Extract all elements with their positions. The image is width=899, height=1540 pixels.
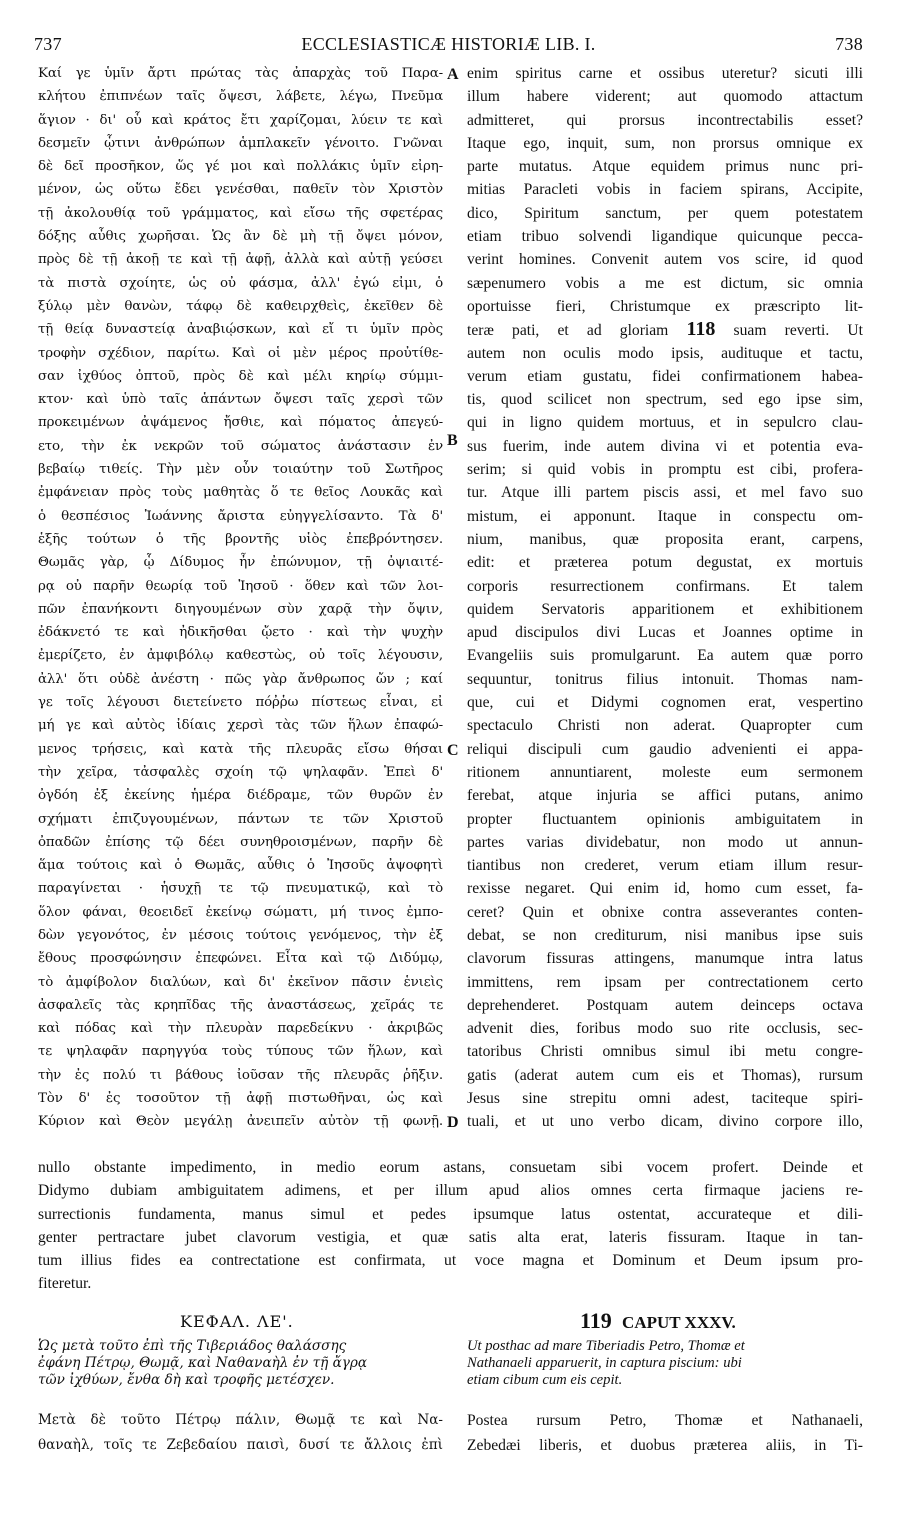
greek-text-line: βεβαίῳ τιθείς. Τὴν μὲν οὖν τοιαύτην τοῦ Σωτῆρος [38, 462, 443, 478]
greek-text-line: τῇ θείᾳ δυναστείᾳ ἀναβιῴσκων, καὶ εἴ τι ὑμῖν πρὸς [38, 322, 443, 338]
latin-column [467, 62, 863, 1134]
greek-text-line: τε ψηλαφᾶν παρηγγύα τοὺς τύπους τῶν ἥλων, καὶ [38, 1044, 443, 1060]
margin-marker-b: B [447, 432, 458, 449]
greek-text-line: δὲ δεῖ προσῆκον, ὥς γέ μοι καὶ πολλάκις ὑμῖν εἰρη- [38, 159, 443, 175]
latin-text-line: clavorum fissuras attingens, manumque intra latus [467, 950, 863, 968]
greek-text-line: ἀλλ' ὅτι οὐδὲ ἀνέστη · πῶς γὰρ ἄνθρωπος ὤν ; καί [38, 671, 443, 687]
latin-text-line: Jesus sine strepitu omni adest, taciteque spiri- [467, 1090, 863, 1108]
summary-line: Nathanaeli apparuerit, in captura piscium: ubi [467, 1355, 742, 1371]
latin-text-line: tiantibus non crederet, verum etiam illum resur- [467, 857, 863, 875]
summary-line: Ut posthac ad mare Tiberiadis Petro, Thomæ et [467, 1338, 745, 1354]
latin-text-line: tatoribus Christi omnibus simul ibi metu congre- [467, 1043, 863, 1061]
greek-text-line: ἅμα τούτοις καὶ ὁ Θωμᾶς, αὖθις ὁ Ἰησοῦς ἀψοφητὶ [38, 858, 443, 874]
latin-text-line: verint homines. Convenit autem vos scire, id quod [467, 251, 863, 269]
greek-column [38, 62, 443, 1134]
greek-text-line: ὀπαδῶν ἐπίσης τῷ δέει συνηθροισμένων, παρῆν δὲ [38, 834, 443, 850]
greek-text-line: σαν ἰχθύος ὀπτοῦ, πρὸς δὲ καὶ μέλι κηρίῳ σύμμι- [38, 368, 443, 384]
greek-text-line: ὀγδόη ἐξ ἐκείνης ἡμέρα διέδραμε, τῶν θυρῶν ἐν [38, 788, 443, 804]
greek-text-line: δεσμεῖν ᾧτινι ἀνθρώπων ἁμπλακεῖν γένοιτο. Γνῶναι [38, 135, 443, 151]
summary-line: ἐφάνη Πέτρῳ, Θωμᾷ, καὶ Ναθαναὴλ ἐν τῇ ἄγρᾳ [38, 1355, 368, 1371]
greek-text-line: δὼν γεγονότος, ἐν μέσοις τούτοις γενόμενος, τὴν ἐξ [38, 927, 443, 943]
latin-text-line: fiteretur. [38, 1275, 92, 1293]
margin-marker-a: A [447, 66, 459, 83]
greek-text-line: ἔθους προσφώνησιν ἐπεφώνει. Εἶτα καὶ τῷ Διδύμῳ, [38, 951, 443, 967]
latin-text-line: tuali, et ut uno verbo dicam, divino corpore illo, [467, 1113, 863, 1131]
latin-text-line: enim spiritus carne et ossibus uteretur? sicuti illi [467, 65, 863, 82]
full-width-text [38, 1156, 863, 1296]
latin-text-line: oportuisse fieri, Christumque ex præscripto lit- [467, 297, 863, 315]
latin-text-line: qui in ligno quidem mortuus, et in sepulcro clau- [467, 414, 863, 432]
latin-text-line: Itaque ego, inquit, sum, non prorsus omnique ex [467, 134, 863, 152]
greek-text-line: ἀσφαλεῖς τὰς κρηπῖδας τῆς ἀναστάσεως, χεῖράς τε [38, 997, 443, 1013]
greek-text-line: Μετὰ δὲ τοῦτο Πέτρῳ πάλιν, Θωμᾷ τε καὶ Να- [38, 1412, 443, 1428]
greek-text-line: ἑξῆς τούτων ὁ τῆς βροντῆς υἱὸς ἐπεβρόντησεν. [38, 531, 443, 547]
running-title: ECCLESIASTICÆ HISTORIÆ LIB. I. [301, 34, 596, 54]
latin-text-line: autem non oculis modo ipsis, audituque et tactu, [467, 344, 863, 362]
greek-text-line: ἅγιον · δι' οὗ καὶ κράτος ἔτι χαρίζομαι, λύειν τε καὶ [38, 112, 443, 128]
latin-text-line: partes varias dividebatur, non modo ut annun- [467, 833, 863, 851]
latin-text-line: sequuntur, tonitrus filius intonuit. Thomas nam- [467, 670, 863, 688]
greek-text-line: ξύλῳ μὲν θανὼν, τάφῳ δὲ καθειρχθεὶς, ἐκεῖθεν δὲ [38, 298, 443, 314]
latin-chapter-heading [580, 1308, 736, 1334]
greek-text-line: κλήτου ἐπιπνέων ταῖς ὄψεσι, λάβετε, λέγω, Πνεῦμα [38, 89, 443, 105]
latin-text-line: advenit dies, foribus modo suo rite occlusis, sec- [467, 1020, 863, 1038]
greek-text-line: Τὸν δ' ἐς τοσοῦτον τῇ ἀφῇ πιστωθῆναι, ὡς καὶ [38, 1091, 443, 1107]
greek-text-line: κτον· καὶ ὑπὸ ταῖς ἁπάντων ὄψεσι ταῖς χερσὶ τῶν [38, 392, 443, 408]
inline-page-number: 118 [686, 318, 716, 341]
greek-text-line: παραγίνεται · ἡσυχῇ τε τῷ πνευματικῷ, καὶ τὸ [38, 881, 443, 897]
greek-text-line: θαναὴλ, τοῖς τε Ζεβεδαίου παισὶ, δυσί τε ἄλλοις ἐπὶ [38, 1437, 443, 1453]
greek-text-line: Κύριον καὶ Θεὸν μεγάλῃ ἀνειπεῖν αὐτὸν τῇ φωνῇ. [38, 1114, 443, 1130]
latin-text-line: serim; si quid vobis in promptu est cibi, profera- [467, 461, 863, 479]
greek-text-line: δόξης αὖθις χωρῆσαι. Ὡς ἂν δὲ μὴ τῇ ὄψει μόνον, [38, 229, 443, 245]
greek-chapter-heading: ΚΕΦΑΛ. ΛΕ'. [180, 1312, 294, 1331]
latin-text-line: genter pertractare jubet clavorum vestigia, et quæ satis alta erat, lateris fissuram. Itaque in tan- [38, 1228, 863, 1246]
greek-text-line: ἐμερίζετο, ἐν ἀμφιβόλῳ καθεστὼς, οὐ τοῖς λέγουσιν, [38, 648, 443, 664]
latin-text-line: corporis resurrectionem confirmans. Et talem [467, 577, 863, 595]
latin-text-line: ritionem annuntiarent, moleste eum sermonem [467, 763, 863, 781]
latin-text-line: ferebat, atque injuria se affici putans, animo [467, 787, 863, 805]
latin-marginal-number: 119 [580, 1308, 612, 1333]
latin-text-line: tur. Atque illi partem piscis assi, et mel favo suo [467, 484, 863, 502]
page-number-right: 738 [835, 34, 863, 54]
summary-line: etiam cibum cum eis cepit. [467, 1372, 623, 1388]
greek-text-line: ετο, τὴν ἐκ νεκρῶν τοῦ σώματος ἀνάστασιν ἐν [38, 438, 443, 454]
latin-text-line: sus fuerim, inde autem divina vi et potentia eva- [467, 437, 863, 455]
summary-line: Ὡς μετὰ τοῦτο ἐπὶ τῆς Τιβεριάδος θαλάσσης [38, 1338, 347, 1354]
greek-text-line: ὁ θεσπέσιος Ἰωάννης ἄριστα εὐηγγελίσαντο. Τὰ δ' [38, 508, 443, 524]
latin-text-line: spectaculo Christi non aderat. Quapropter cum [467, 717, 863, 735]
latin-text-line: tis, quod scilicet non spectrum, sed ego ipse sim, [467, 391, 863, 409]
greek-text-line: προκειμένων ἀψάμενος ἤσθιε, καὶ πόματος ἀπεγεύ- [38, 415, 443, 431]
greek-text-line: ἐμφάνειαν πρὸς τοὺς μαθητὰς ὅ τε θεῖος Λουκᾶς καὶ [38, 485, 443, 501]
latin-chapter-title: CAPUT XXXV. [622, 1313, 736, 1332]
latin-text-line: apud discipulos divi Lucas et Joannes optime in [467, 624, 863, 642]
greek-text-line: τὴν ἐς πολύ τι βάθους ἰοῦσαν τῆς πλευρᾶς ῥῆξιν. [38, 1067, 443, 1083]
latin-text-line: teræ pati, et ad gloriam 118 suam reverti. Ut [467, 318, 863, 341]
latin-text-line: illum habere viderent; aut quomodo attactum [467, 88, 863, 106]
greek-chapter-summary [38, 1338, 443, 1389]
latin-text-line: immittens, rem ipsam per contrectationem certo [467, 973, 863, 991]
latin-text-line: dico, Spiritum sanctum, per quem potestatem [467, 204, 863, 222]
latin-text-line: Zebedæi liberis, et duobus præterea aliis, in Ti- [467, 1437, 863, 1454]
greek-text-line: τῇ ἀκολουθίᾳ τοῦ γράμματος, καὶ εἴσω τῆς σφετέρας [38, 205, 443, 221]
latin-text-line: que, cui et Didymi cognomen erat, vespertino [467, 694, 863, 712]
greek-text-line: ὅλον φάναι, θεοειδεῖ ἐκείνῳ σώματι, μή τινος ἐμπο- [38, 904, 443, 920]
running-header [34, 34, 863, 58]
greek-text-line: γε τοῖς λέγουσι διετείνετο πόῤῥω πίστεως εἶναι, εἰ [38, 695, 443, 711]
greek-text-line: πρὸς δὲ τῇ ἀκοῇ τε καὶ τῇ ἀφῇ, ἀλλὰ καὶ αὐτῇ γεύσει [38, 252, 443, 268]
latin-text-line: debat, se non crediturum, nisi manibus ipse suis [467, 926, 863, 944]
latin-chapter-summary [467, 1338, 863, 1389]
greek-text-line: μή γε καὶ αὐτὸς ἰδίαις χερσὶ τὰς τῶν ἥλων ἐπαφώ- [38, 718, 443, 734]
greek-chapter-text [38, 1408, 443, 1458]
greek-text-line: τὸ ἀμφίβολον διαλύων, καὶ δι' ἐκεῖνον πᾶσιν ἑνιεὶς [38, 974, 443, 990]
greek-text-line: πῶν ἐπανήκοντι διηγουμένων σὺν χαρᾷ τὴν ὄψιν, [38, 601, 443, 617]
latin-text-line: mistum, ei apponunt. Itaque in conspectu om- [467, 507, 863, 525]
latin-text-line: gatis (aderat autem cum eis et Thomas), rursum [467, 1066, 863, 1084]
latin-text-line: nullo obstante impedimento, in medio eorum astans, consuetam sibi vocem profert. Deinde et [38, 1159, 863, 1176]
greek-text-line: ἐδάκνετό τε καὶ ἠδικῆσθαι ᾤετο · καὶ τὴν ψυχὴν [38, 625, 443, 641]
greek-text-line: Καί γε ὑμῖν ἄρτι πρώτας τὰς ἀπαρχὰς τοῦ Παρα- [38, 66, 443, 81]
greek-text-line: τὴν χεῖρα, τἀσφαλὲς σχοίη τῷ ψηλαφᾶν. Ἐπεὶ δ' [38, 764, 443, 780]
greek-text-line: τὰ πιστὰ σχοίητε, ὡς οὐ φάσμα, ἀλλ' ἐγώ εἰμι, ὁ [38, 275, 443, 291]
greek-text-line: Θωμᾶς γὰρ, ᾧ Δίδυμος ἦν ἐπώνυμον, τῇ ὀψιαιτέ- [38, 555, 443, 571]
latin-text-line: nium, manibus, quæ proposita erant, carpens, [467, 530, 863, 548]
greek-text-line: μενος τρήσεις, καὶ κατὰ τῆς πλευρᾶς εἴσω θήσαι [38, 741, 443, 757]
greek-text-line: σχήματι ἐπιζυγουμένων, πάντων τε τῶν Χριστοῦ [38, 811, 443, 827]
latin-text-line: deprehenderet. Postquam autem deinceps octava [467, 996, 863, 1014]
margin-marker-c: C [447, 742, 459, 759]
greek-text-line: μένον, ὡς οὕτω ἔδει γενέσθαι, παθεῖν τὸν Χριστὸν [38, 182, 443, 198]
greek-text-line: ρᾳ οὐ παρῆν θεωρίᾳ τοῦ Ἰησοῦ · ὅθεν καὶ τῶν λοι- [38, 578, 443, 594]
latin-text-line: propter fluctuantem opinionis ambiguitatem in [467, 810, 863, 828]
page-number-left: 737 [34, 34, 62, 54]
latin-text-line: reliqui discipuli cum gaudio advenienti ei appa- [467, 740, 863, 758]
margin-marker-d: D [447, 1114, 459, 1131]
summary-line: τῶν ἰχθύων, ἔνθα δὴ καὶ τροφῆς μετέσχεν. [38, 1372, 335, 1388]
latin-text-line: ceret? Quin et obnixe contra asseverantes conten- [467, 903, 863, 921]
greek-text-line: τροφὴν σχέδιον, παρίτω. Καὶ οἱ μὲν μέρος προὐτίθε- [38, 345, 443, 361]
latin-text-line: Postea rursum Petro, Thomæ et Nathanaeli, [467, 1412, 863, 1429]
latin-text-line: quidem Servatoris apparitionem et exhibitionem [467, 600, 863, 618]
latin-text-line: tum illius fides ea contrectatione est confirmata, ut voce magna et Dominum et Deum ipsum pro- [38, 1252, 863, 1270]
latin-text-line: Evangeliis suis promulgarunt. Ea autem quæ porro [467, 647, 863, 665]
latin-text-line: Didymo dubiam ambiguitatem adimens, et per illum apud alios omnes certa firmaque jaciens re- [38, 1182, 863, 1200]
latin-text-line: admitteret, qui prorsus incontrectabilis esset? [467, 111, 863, 129]
latin-text-line: etiam tribuo solvendi ligandique quicunque pecca- [467, 228, 863, 246]
latin-text-line: sæpenumero vobis a me est dictum, sic omnia [467, 274, 863, 292]
latin-text-line: mitias Paracleti vobis in faciem spirans, Accipite, [467, 181, 863, 199]
greek-text-line: καὶ πόδας καὶ τὴν πλευρὰν παρεδείκνυ · ἀκριβῶς [38, 1021, 443, 1037]
latin-text-line: verum etiam gustatu, fidei confirmationem habea- [467, 367, 863, 385]
latin-text-line: rexisse negaret. Qui enim id, homo cum esset, fa- [467, 880, 863, 898]
latin-chapter-text [467, 1408, 863, 1458]
latin-text-line: parte mutatus. Atque equidem primus nunc pri- [467, 158, 863, 176]
latin-text-line: surrectionis fundamenta, manus simul et pedes ipsumque latus ostentat, accurateque et dili- [38, 1205, 863, 1223]
latin-text-line: edit: et præterea potum degustat, ex mortuis [467, 554, 863, 572]
